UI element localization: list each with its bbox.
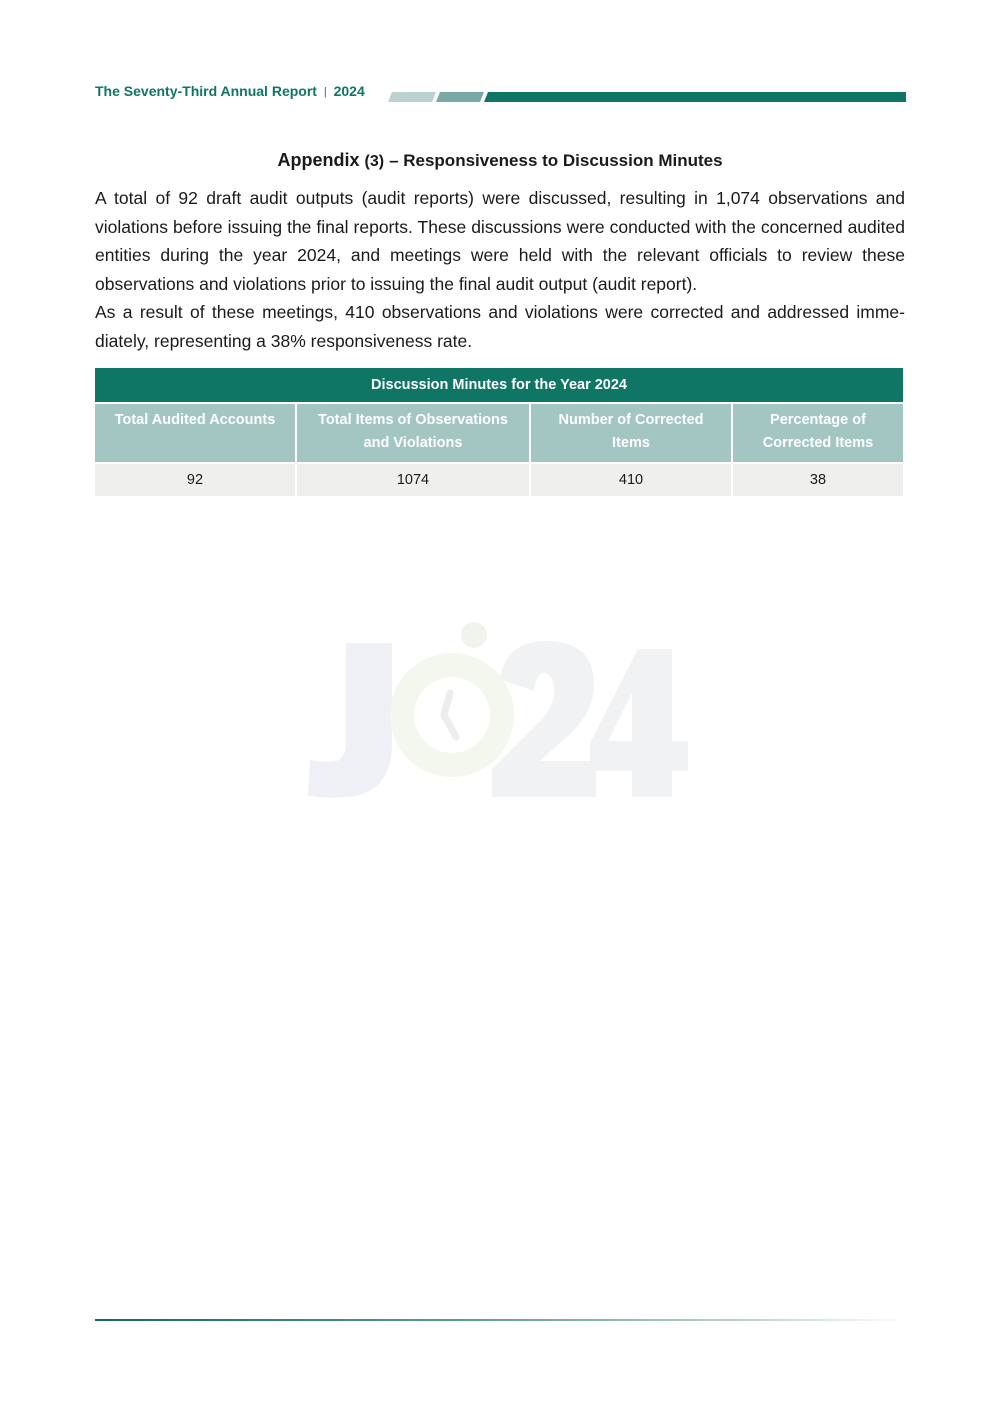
column-header: Total Audited Accounts [95,403,296,463]
table-caption-row [95,368,903,403]
jo24-watermark-logo [300,615,700,810]
body-paragraph: As a result of these meetings, 410 observations and violations were corrected and addressed imme-diately, representing a 38% responsiveness rate. [95,302,905,351]
body-text [95,184,905,355]
table-cell-corrected-items: 410 [530,463,732,496]
body-paragraph: A total of 92 draft audit outputs (audit reports) were discussed, resulting in 1,074 observations and violations before issuing the final reports. These discussions were conducted with the concerned audited entities during the year 2024, and meetings were held with the relevant officials to review these observations and violations prior to issuing the final audit output (audit report). [95,188,905,294]
report-year: 2024 [333,83,365,99]
column-header: Total Items of Observations and Violations [296,403,530,463]
header-separator: | [323,86,327,98]
heading-title: – Responsiveness to Discussion Minutes [389,151,723,170]
heading-prefix: Appendix [277,150,360,170]
header-decorative-bars [388,92,906,102]
footer-rule [95,1319,907,1321]
table-caption: Discussion Minutes for the Year 2024 [95,368,903,403]
heading-number: (3) [364,153,385,170]
table-cell-total-items: 1074 [296,463,530,496]
discussion-minutes-table [95,368,903,496]
table-row [95,463,903,496]
column-header: Percentage of Corrected Items [732,403,903,463]
report-title: The Seventy-Third Annual Report [95,83,317,99]
column-header: Number of Corrected Items [530,403,732,463]
table-header-row [95,403,903,463]
appendix-heading [0,150,1000,171]
table-cell-percentage: 38 [732,463,903,496]
table-cell-audited-accounts: 92 [95,463,296,496]
report-header [95,83,365,99]
